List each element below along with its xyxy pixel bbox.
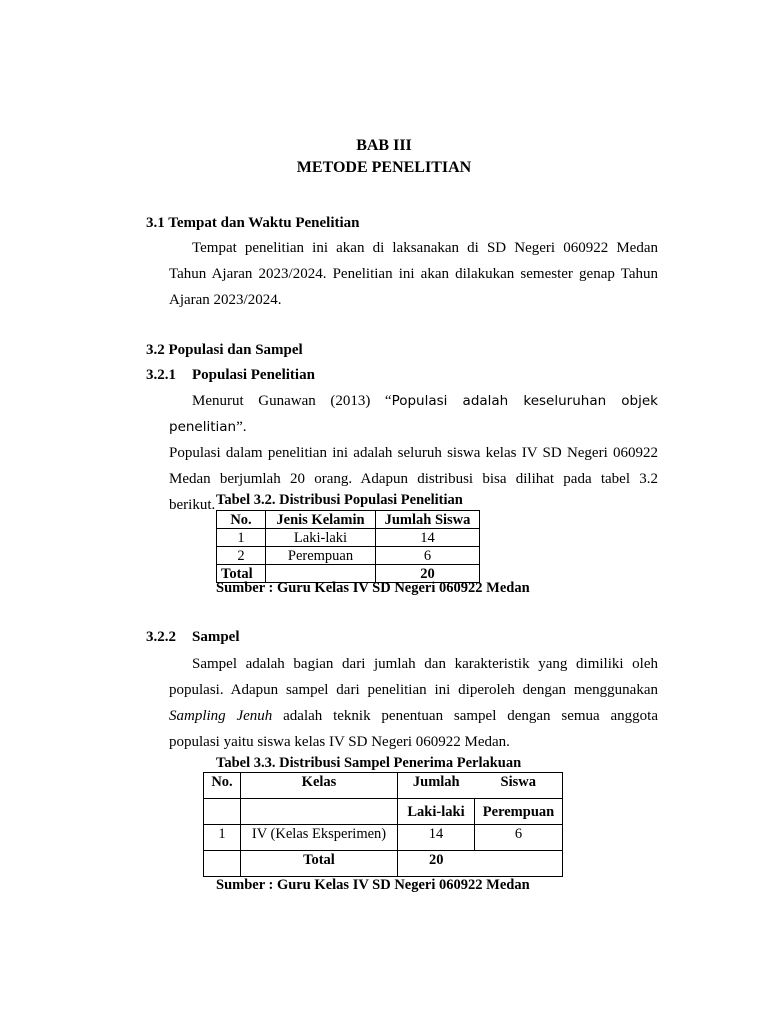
table-3-2-source: Sumber : Guru Kelas IV SD Negeri 060922 Medan	[216, 580, 530, 596]
table-row: 2 Perempuan 6	[217, 547, 480, 565]
column-header: Kelas	[241, 773, 398, 799]
paragraph-line: Sampling Jenuh adalah teknik penentuan sampel dengan semua anggota	[169, 708, 658, 724]
chapter-title: METODE PENELITIAN	[296, 159, 472, 176]
italic-term: Sampling Jenuh	[169, 708, 273, 724]
paragraph-line: berikut.	[169, 497, 216, 513]
table-3-3-caption: Tabel 3.3. Distribusi Sampel Penerima Perlakuan	[216, 755, 522, 771]
table-total-row	[204, 851, 563, 877]
total-value: 20	[398, 851, 475, 877]
column-header: Jenis Kelamin	[266, 511, 376, 529]
paragraph-line: Medan berjumlah 20 orang. Adapun distribusi bisa dilihat pada tabel 3.2	[169, 471, 658, 487]
section-3-1-paragraph	[169, 235, 658, 313]
column-subheader: Laki-laki	[398, 799, 475, 825]
paragraph-line: Populasi dalam penelitian ini adalah seluruh siswa kelas IV SD Negeri 060922	[169, 445, 658, 461]
table-row: 1 IV (Kelas Eksperimen) 14 6	[204, 825, 563, 851]
column-header: Jumlah Siswa	[376, 511, 480, 529]
column-header: Jumlah	[398, 773, 475, 799]
table-3-3	[203, 772, 563, 877]
paragraph-line: populasi yaitu siswa kelas IV SD Negeri 060922 Medan.	[169, 734, 510, 750]
chapter-number: BAB III	[356, 137, 412, 154]
column-header: No.	[217, 511, 266, 529]
column-header: Siswa	[475, 773, 563, 799]
table-3-2-caption: Tabel 3.2. Distribusi Populasi Penelitian	[216, 492, 463, 508]
section-3-1-heading: 3.1 Tempat dan Waktu Penelitian	[146, 215, 360, 231]
total-label: Total	[217, 565, 266, 583]
section-title: Populasi Penelitian	[192, 367, 315, 383]
section-number: 3.2.2	[146, 629, 176, 645]
table-row: 1 Laki-laki 14	[217, 529, 480, 547]
paragraph-line: Tempat penelitian ini akan di laksanakan di SD Negeri 060922 Medan	[192, 240, 658, 256]
table-3-2	[216, 510, 480, 583]
section-number: 3.2.1	[146, 367, 176, 383]
column-header: No.	[204, 773, 241, 799]
section-3-2-2-heading	[146, 629, 240, 646]
table-header-row	[217, 511, 480, 529]
paragraph-line: populasi. Adapun sampel dari penelitian ini diperoleh dengan menggunakan	[169, 682, 658, 698]
section-3-2-heading: 3.2 Populasi dan Sampel	[146, 342, 303, 358]
total-value: 20	[376, 565, 480, 583]
table-3-3-source: Sumber : Guru Kelas IV SD Negeri 060922 Medan	[216, 877, 530, 893]
paragraph-line: Tahun Ajaran 2023/2024. Penelitian ini akan dilakukan semester genap Tahun	[169, 266, 658, 282]
section-3-2-1-heading	[146, 367, 315, 384]
table-header-row	[204, 773, 563, 799]
quoted-definition: Populasi adalah keseluruhan objek penelitian	[169, 393, 658, 435]
column-subheader: Perempuan	[475, 799, 563, 825]
section-3-2-2-paragraph	[169, 651, 658, 755]
paragraph-line: Sampel adalah bagian dari jumlah dan karakteristik yang dimiliki oleh	[192, 656, 658, 672]
total-label: Total	[241, 851, 398, 877]
section-title: Sampel	[192, 629, 240, 645]
paragraph-line: Menurut Gunawan (2013) “Populasi adalah keseluruhan objek penelitian”.	[169, 393, 658, 435]
paragraph-line: Ajaran 2023/2024.	[169, 292, 282, 308]
table-subheader-row	[204, 799, 563, 825]
